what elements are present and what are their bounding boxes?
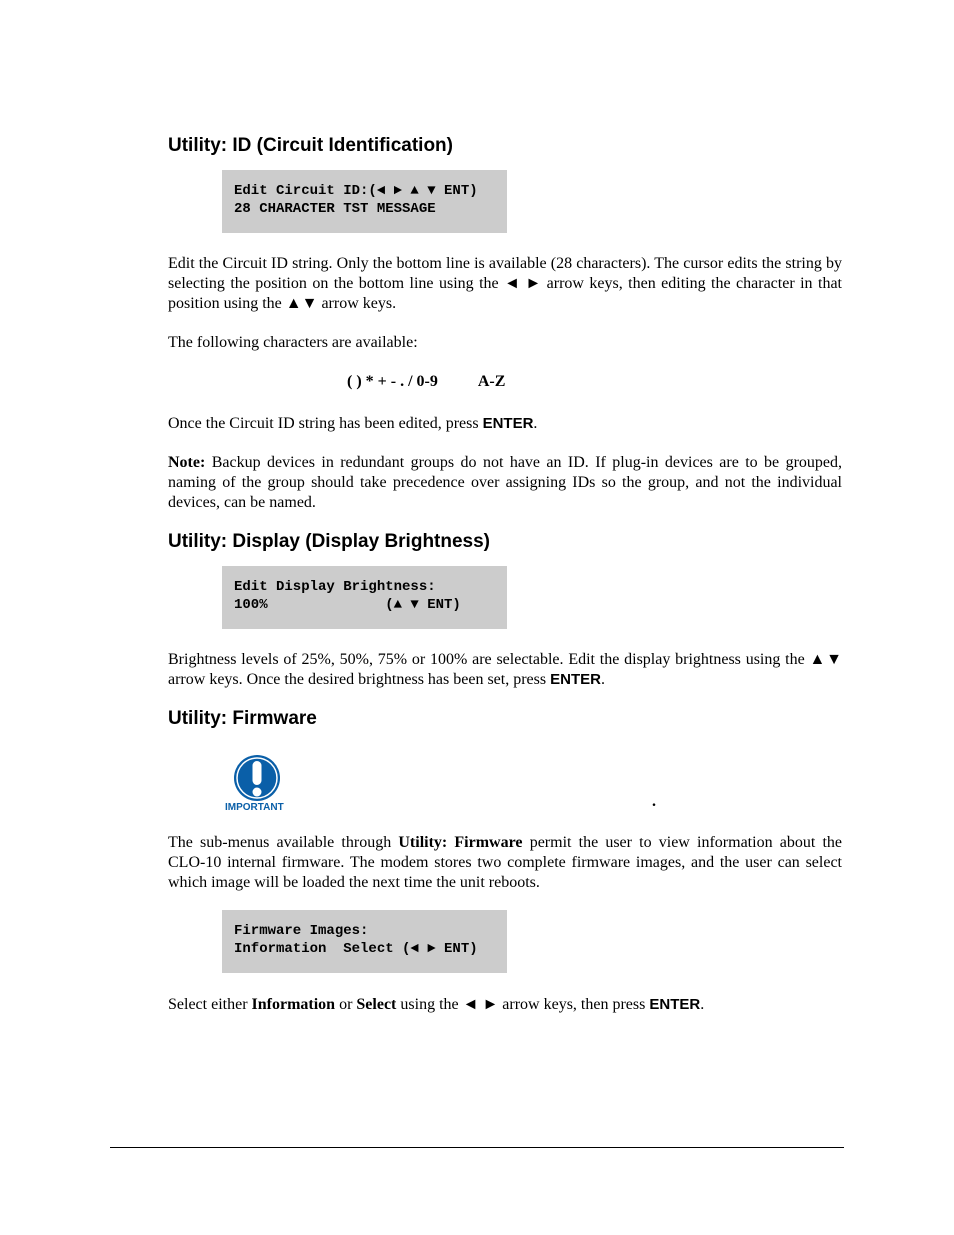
exclamation-circle-icon [232,754,282,802]
lcd-line-1: Edit Display Brightness: [234,579,436,595]
paragraph-id-description: Edit the Circuit ID string. Only the bottom line is available (28 characters). The cursor edits the string by selecting the position on the bottom line using the ◄ ► arrow keys, then editing the character in that position using the ▲▼ arrow keys. [168,255,842,312]
note-paragraph [168,453,842,513]
paragraph-characters-intro: The following characters are available: [168,334,418,351]
bold-text: Utility: Firmware [398,834,523,851]
lcd-line-1: Firmware Images: [234,923,369,939]
text: using the ◄ ► arrow keys, then press [396,996,650,1013]
important-dot: . [652,793,656,810]
text: The sub-menus available through [168,834,399,851]
heading-utility-id: Utility: ID (Circuit Identification) [168,135,453,156]
lcd-display-brightness [222,566,507,629]
bold-text: Select [356,996,397,1013]
heading-utility-display: Utility: Display (Display Brightness) [168,531,491,552]
note-text: Backup devices in redundant groups do not have an ID. If plug-in devices are to be grouped, naming of the group should take precedence over assigning IDs so the group, and not the individual devices, can be named. [168,454,842,511]
text: Select either [168,996,252,1013]
important-label: IMPORTANT [225,802,284,813]
lcd-line-2: Information Select (◄ ► ENT) [234,941,478,957]
characters-letters: A-Z [477,373,506,390]
paragraph-brightness [168,650,842,690]
enter-key-label: ENTER [482,415,534,432]
important-notice [222,754,292,814]
lcd-line-1: Edit Circuit ID:(◄ ► ▲ ▼ ENT) [234,183,478,199]
lcd-circuit-id [222,170,507,233]
text: . [700,996,705,1013]
heading-utility-firmware: Utility: Firmware [168,708,317,729]
characters-symbols: ( ) * + - . / 0-9 [347,373,438,390]
text: Once the Circuit ID string has been edited, press [168,415,483,432]
enter-key-label: ENTER [649,996,701,1013]
text: permit the user to view information about the CLO-10 internal firmware. The modem stores two complete firmware images, and the user can select which image will be loaded the next time the unit reboots. [168,834,842,891]
paragraph-press-enter-id [168,414,842,434]
lcd-line-2: 100% (▲ ▼ ENT) [234,597,461,613]
available-characters [347,373,505,391]
lcd-line-2: 28 CHARACTER TST MESSAGE [234,201,436,217]
note-label: Note: [168,454,206,471]
text: . [533,415,538,432]
enter-key-label: ENTER [550,671,601,688]
text: or [335,996,357,1013]
bold-text: Information [251,996,336,1013]
text: Brightness levels of 25%, 50%, 75% or 100% are selectable. Edit the display brightness using the ▲▼ arrow keys. Once the desired brightness has been set, press [168,651,842,688]
lcd-firmware-images [222,910,507,973]
paragraph-firmware-description [168,833,842,893]
footer-divider [110,1147,844,1148]
paragraph-firmware-select [168,995,842,1015]
text: . [600,671,605,688]
